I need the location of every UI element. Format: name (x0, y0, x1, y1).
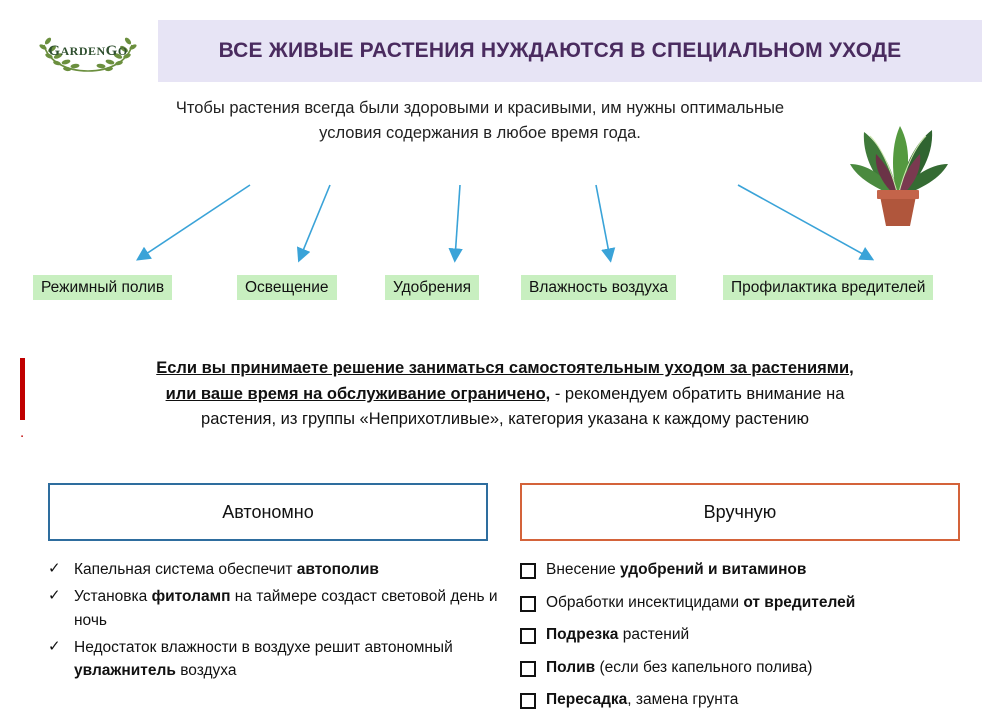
list-item-bold: автополив (296, 561, 379, 578)
list-item-post: на таймере создаст световой день и ночь (74, 588, 498, 629)
list-item-bold: удобрений и витаминов (620, 561, 807, 578)
potted-plant-illustration (820, 86, 980, 236)
checkbox-icon (520, 591, 546, 620)
list-item-bold: фитоламп (151, 588, 231, 606)
column-header-manual-label: Вручную (703, 501, 777, 522)
list-item (48, 558, 498, 581)
callout-line-2-rest: - рекомендуем обратить внимание на (550, 384, 845, 403)
callout-accent-bar (20, 358, 25, 420)
list-item-bold: увлажнитель (74, 662, 176, 679)
list-item (520, 623, 980, 652)
list-item-bold: Полив (546, 658, 596, 676)
checkbox-icon (520, 623, 546, 652)
check-icon: ✓ (48, 587, 61, 605)
column-header-autonomous-label: Автономно (222, 501, 314, 522)
list-item-post: , замена грунта (627, 691, 739, 708)
callout-line-3: растения, из группы «Неприхотливые», категория указана к каждому растению (201, 410, 809, 429)
list-item-pre: Внесение (546, 561, 621, 578)
page-header (18, 20, 982, 82)
callout-line-1: Если вы принимаете решение заниматься самостоятельным уходом за растениями, (156, 359, 854, 377)
care-tag-fertilizer: Удобрения (385, 275, 479, 300)
list-item (520, 688, 980, 717)
list-item-pre: Недостаток влажности в воздухе решит автономный (74, 638, 453, 656)
callout-line-2-bold: или ваше время на обслуживание ограничено, (165, 384, 551, 403)
brand-logo (18, 20, 158, 82)
list-item-pre: Капельная система обеспечит (74, 561, 297, 578)
manual-list (520, 558, 980, 721)
list-item-post: (если без капельного полива) (595, 658, 813, 676)
list-item-post: воздуха (175, 662, 237, 679)
list-item (520, 656, 980, 685)
list-item-post: растений (618, 626, 690, 643)
list-item-text (74, 636, 498, 683)
check-icon: ✓ (48, 560, 61, 577)
care-tag-lighting: Освещение (237, 275, 337, 300)
list-item-pre: Обработки инсектицидами (546, 593, 744, 611)
list-item-text (74, 558, 498, 581)
column-header-manual (520, 483, 960, 541)
check-icon: ✓ (48, 637, 61, 655)
list-item-bold: Пересадка (546, 691, 628, 708)
care-tag-watering: Режимный полив (33, 275, 172, 300)
list-item-text (546, 591, 980, 614)
column-header-autonomous (48, 483, 488, 541)
checkbox-icon (520, 656, 546, 685)
list-item (48, 636, 498, 683)
callout-text (40, 356, 970, 433)
list-item (520, 591, 980, 620)
list-item (520, 558, 980, 587)
list-item-text (74, 585, 498, 632)
list-item-text (546, 623, 980, 646)
autonomous-list (48, 558, 498, 686)
intro-text: Чтобы растения всегда были здоровыми и красивыми, им нужны оптимальные условия содержания в любое время года. (175, 99, 785, 142)
page-title: ВСЕ ЖИВЫЕ РАСТЕНИЯ НУЖДАЮТСЯ В СПЕЦИАЛЬНОМ УХОДЕ (218, 39, 902, 62)
care-tag-humidity: Влажность воздуха (521, 275, 676, 300)
list-item-pre: Установка (74, 588, 152, 606)
list-item-text (546, 558, 980, 581)
checkbox-icon (520, 688, 546, 717)
callout-dot: . (20, 424, 25, 441)
checkbox-icon (520, 558, 546, 587)
list-item-bold: от вредителей (743, 593, 856, 611)
list-item-text (546, 688, 980, 711)
brand-logo-text: GARDENGO (48, 42, 128, 59)
list-item-bold: Подрезка (546, 626, 619, 643)
list-item-text (546, 656, 980, 679)
care-tag-pest-prevention: Профилактика вредителей (723, 275, 933, 300)
list-item (48, 585, 498, 632)
